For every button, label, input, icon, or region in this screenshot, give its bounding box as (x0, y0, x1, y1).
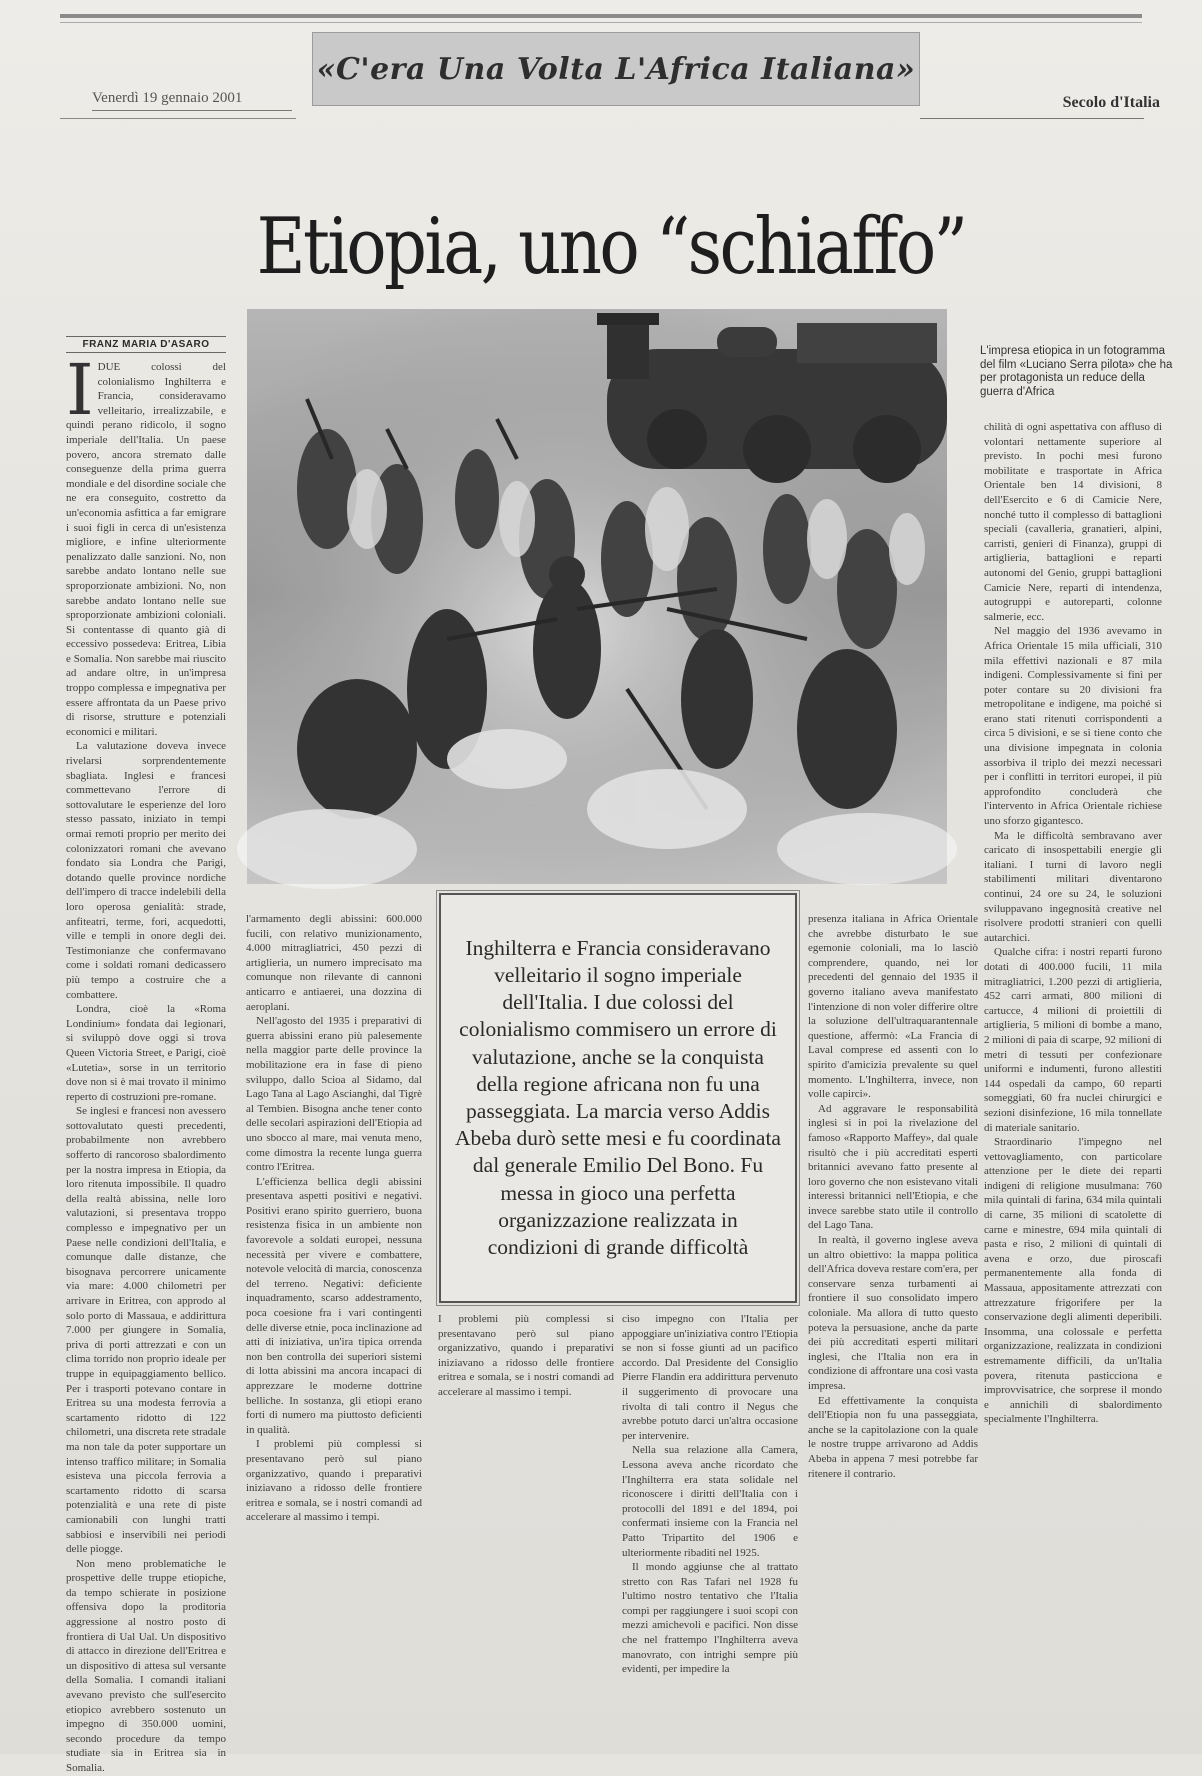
issue-date: Venerdì 19 gennaio 2001 (92, 90, 292, 111)
text-column-1 (66, 349, 226, 1774)
paragraph: presenza italiana in Africa Orientale che avrebbe disturbato le sue egemonie coloniali, ma lo lasciò comprendere, quando, nei lor precedenti del gennaio del 1935 il governo italiano aveva manifestato l'intenzione di non voler differire oltre la soluzione dell'ultraquarantennale questione, affermò: «La Francia di Laval comprese ed assentì con lo spirito d'amicizia prevalente su quel momento. L'Inghilterra, invece, non volle capirci». (808, 913, 978, 1101)
paragraph: Il mondo aggiunse che al trattato stretto con Ras Tafari nel 1928 fu l'ultimo nostro tentativo che l'Italia compì per raggiungere i suoi scopi con mezzi amichevoli e pacifici. Non disse che nel frattempo l'Inghilterra aveva manovrato, con intrighi sempre più evidenti, per impedire la (622, 1561, 798, 1676)
paragraph: L'efficienza bellica degli abissini presentava aspetti positivi e negativi. Positivi erano spirito guerriero, buona resistenza fisica in un ambiente non favorevole a soldati europei, nessuna necessità per vivere e combattere, notevole velocità di marcia, conoscenza del terreno. Negativi: deficiente inquadramento, scarso addestramento, poca coesione fra i vari contingenti delle diverse etnie, poca inclinazione ad atti di iniziativa, un'ira tipica orrenda non ben controlla dei superiori sistemi di lotta abissini ma ancora incapaci di apprezzare le moderne dottrine belliche. In sostanza, gli etiopi erano forti di numero ma piuttosto deficienti in qualità. (246, 1175, 422, 1436)
paragraph: Qualche cifra: i nostri reparti furono dotati di 400.000 fucili, 11 mila mitragliatrici, 1.200 pezzi di artiglieria, 452 carri armati, 800 milioni di cartucce, 4 milioni di proiettili di artiglieria, 5 milioni di bombe a mano, 2 milioni di paia di scarpe, 92 milioni di metri di tessuti per confezionare uniformi e indumenti, furono allestiti 144 ospedali da campo, 60 reparti someggiati, 60 fra nuclei chirurgici e sezioni disinfezione, 16 mila tonnellate di materiale sanitario. (984, 946, 1162, 1134)
paragraph: Ma le difficoltà sembravano aver caricato di insospettabili energie gli italiani. I turni di lavoro negli stabilimenti militari diventarono continui, 24 ore su 24, le soluzioni sviluppavano ingegnosità creative nel risolvere prodotti stranieri con quelli autarchici. (984, 829, 1162, 944)
paragraph: I problemi più complessi si presentavano però sul piano organizzativo, quando i preparativi iniziavano a ridosso delle frontiere eritrea e somala, se i nostri comandi ad accelerare al massimo i tempi. (246, 1438, 422, 1524)
paragraph: chilità di ogni aspettativa con affluso di volontari nettamente superiore al previsto. In pochi mesi furono mobilitate e trasportate in Africa Orientale ben 14 divisioni, 8 dell'Esercito e 6 di Camicie Nere, nonché tutto il complesso di battaglioni speciali (cavalleria, granatieri, alpini, carristi, genieri di Finanza), gruppi di artiglieria, battaglioni e reparti autonomi del Genio, gruppi battaglioni Camicie Nere, reparti di intendenza, autogruppi e autoreparti, colonne salmerie, ecc. (984, 421, 1162, 623)
paragraph: Ad aggravare le responsabilità inglesi si in poi la rivelazione del famoso «Rapporto Maffey», dal quale risultò che i più accreditati esperti britannici avevano fatto presente al loro governo che non esistevano vitali interessi britannici nell'Etiopia, e che invece sarebbe stato utile il controllo del Lago Tana. (808, 1102, 978, 1232)
paragraph: Nell'agosto del 1935 i preparativi di guerra abissini erano più palesemente nella maggior parte delle province la mobilitazione era in fase di pieno sviluppo, dallo Scioa al Sidamo, dal Lago Tana al Lago Ascianghi, dal Tigrè al Tembien. Bisogna anche tener conto delle secolari aspirazioni dell'Etiopia ad uno sbocco al mare, mai venuta meno, come dimostra la recente lunga guerra contro l'Eritrea. (246, 1015, 422, 1174)
paragraph: Se inglesi e francesi non avessero sottovalutato questi precedenti, probabilmente non avrebbero sofferto di rancoroso sbalordimento per la nostra impresa in Etiopia, da loro ritenuta impossibile. Il quadro della realtà abissina, nelle loro valutazioni, si presentava troppo complesso e impegnativo per un Paese nelle condizioni dell'Italia, e comunque dalle distanze, che bisognava percorrere unicamente via mare: 4.000 chilometri per arrivare in Eritrea, con approdo al solo porto di Massaua, e addirittura 7.000 per giungere in Somalia, priva di porti attrezzati e con un clima torrido non proprio ideale per truppe in equipaggiamento bellico. Per i trasporti potevano contare in Eritrea su una modesta ferrovia a scartamento ridotto di 122 chilometri, una discreta rete stradale ma non tale da poter supportare un intenso traffico militare; in Somalia esisteva una piccola ferrovia a scartamento ridotto di scarsa potenzialità e una rete di piste camionabili con lunghi tratti sabbiosi e inservibili nei periodi delle piogge. (66, 1105, 226, 1556)
date-rule (60, 118, 296, 119)
article-headline: Etiopia, uno “schiaffo” (256, 202, 966, 293)
top-rule-thin (60, 22, 1142, 23)
photo-caption: L'impresa etiopica in un fotogramma del film «Luciano Serra pilota» che ha per protagonista un reduce della guerra d'Africa (980, 345, 1173, 398)
byline: FRANZ MARIA D'ASARO (66, 336, 226, 353)
paragraph: DUE colossi del colonialismo Inghilterra e Francia, consideravamo velleitario, irrealizzabile, e quindi perano ridicolo, il sogno imperiale dell'Italia. Un paese povero, ancora stremato dalle conseguenze della prima guerra mondiale e del disordine sociale che ne era conseguito, costretto da un'economia asfittica a far emigrare i suoi figli in cerca di un'esistenza migliore, e infine ulteriormente penalizzato dalle sanzioni. No, non sarebbe andato lontano nelle sue sproporzionate ambizioni. No, non sarebbe andato lontano nelle sue sproporzionate ambizioni coloniali. Si contentasse di quanto già di eccessivo possedeva: Eritrea, Libia e Somalia. Non sarebbe mai riuscito ad andare oltre, in un'impresa troppo complessa e impegnativa per essere affrontata da un Paese privo di risorse, strutture e potenziali economici e militari. (66, 361, 226, 738)
text-column-2 (246, 912, 422, 1732)
paragraph: In realtà, il governo inglese aveva un altro obiettivo: la mappa politica dell'Africa doveva restare com'era, per conservare senza turbamenti ai frontiere il suo consolidato impero coloniale. Ma allora di tutto questo poteva la persuasione, anche da parte dei più accreditati esperti militari inglesi, che l'Italia non era in condizione di affrontare una così vasta impresa. (808, 1234, 978, 1392)
paragraph: l'armamento degli abissini: 600.000 fucili, con relativo munizionamento, 4.000 mitragliatrici, 450 pezzi di artiglieria, un numero imprecisato ma comunque non rilevante di cannoni anticarro e antiaerei, una dozzina di aeroplani. (246, 913, 422, 1013)
paragraph: I problemi più complessi si presentavano però sul piano organizzativo, quando i preparativi iniziavano a ridosso delle frontiere eritrea e somala, se i nostri comandi ad accelerare al massimo i tempi. (438, 1313, 614, 1398)
paragraph: Nella sua relazione alla Camera, Lessona aveva anche ricordato che l'Inghilterra era stata solidale nel riconoscere i diritti dell'Italia con i protocolli del 1891 e del 1894, poi confermati insieme con la Francia nel Patto Tripartito del 1906 e ulteriormente ribaditi nel 1925. (622, 1444, 798, 1559)
paragraph: Straordinario l'impegno nel vettovagliamento, con particolare attenzione per le diete dei reparti indigeni di religione musulmana: 760 mila quintali di farina, 634 mila quintali di carne, 35 milioni di scatolette di carne e minestre, 694 mila quintali di pasta e riso, 2 milioni di quintali di avena e orzo, due piroscafi permanentemente alla fonda di Massaua, appositamente attrezzati con attrezzature frigorifere per la conservazione degli alimenti deperibili. Insomma, una colossale e perfetta organizzazione, realizzata in condizioni estremamente difficili, da un'Italia povera, ritenuta pasticciona e improvvisatrice, che sorprese il mondo e annichilì di sbalordimento specialmente l'Inghilterra. (984, 1136, 1162, 1426)
top-rule (60, 14, 1142, 18)
pull-quote-box (439, 893, 797, 1303)
text-column-5 (984, 420, 1162, 1732)
text-column-3b (622, 1312, 798, 1732)
paragraph: La valutazione doveva invece rivelarsi sorprendentemente sbagliata. Inglesi e francesi commettevano l'errore di sottovalutare le esperienze del loro stesso passato, iniziato in tempi ormai remoti proprio per merito dei colonizzatori romani che avevano fondato sia Londra che Parigi, dotando quelle province nordiche dell'impero di tracce indelebili della loro operosa genialità: strade, anfiteatri, terme, fori, acquedotti, ville e templi in onore degli dei. Testimonianze che confermavano come i soldati romani dedicassero più tempo a costruire che a combattere. (66, 740, 226, 1001)
drop-cap: I (66, 349, 94, 431)
paragraph: Non meno problematiche le prospettive delle truppe etiopiche, da tempo schierate in posizione offensiva dopo la proditoria aggressione al nostro posto di frontiera di Ual Ual. Un dispositivo di attacco in direzione dell'Eritrea e un dispositivo di attesa sul versante della Somalia. I comandi italiani avevano previsto che sull'esercito etiopico avrebbero sostenuto un impegno di 350.000 uomini, secondo procedure da tempo studiate sia in Eritrea sia in Somalia. (66, 1557, 226, 1774)
paragraph: Ed effettivamente la conquista dell'Etiopia non fu una passeggiata, anche se la capitolazione con la quale le nostre truppe arrivarono ad Addis Abeba in appena 7 mesi potrebbe far ritenere il contrario. (808, 1394, 978, 1480)
battle-scene-illustration (247, 309, 947, 884)
text-column-4 (808, 912, 978, 1732)
paragraph: ciso impegno con l'Italia per appoggiare un'iniziativa contro l'Etiopia se non si fosse giunti ad un pacifico accordo. Dal Presidente del Consiglio Pierre Flandin era addirittura pervenuto il suggerimento di provocare una rivolta di tali contro il Negus che avrebbe potuto darci un'altra occasione per intervenire. (622, 1313, 798, 1442)
paragraph: Nel maggio del 1936 avevamo in Africa Orientale 15 mila ufficiali, 310 mila effettivi nazionali e 87 mila indigeni. Complessivamente si finì per poter contare su 20 divisioni fra metropolitane e indigene, ma poiché si erano stati ritenuti corrispondenti a circa 5 divisioni, e se si tiene conto che una divisione impegnata in colonia assorbiva il triplo dei mezzi necessari per i conflitti in territori europei, il più approfondito concluderà che l'intervento in Africa Orientale richiese uno sforzo gigantesco. (984, 625, 1162, 828)
pull-quote-text: Inghilterra e Francia consideravano velleitario il sogno imperiale dell'Italia. I due colossi del colonialismo commisero un errore di valutazione, anche se la conquista della regione africana non fu una passeggiata. La marcia verso Addis Abeba durò sette mesi e fu coordinata dal generale Emilio Del Bono. Fu messa in gioco una perfetta organizzazione realizzata in condizioni di grande difficoltà (455, 935, 781, 1260)
paper-rule (920, 118, 1144, 119)
series-banner-text: «C'era Una Volta L'Africa Italiana» (316, 51, 916, 87)
newspaper-name: Secolo d'Italia (1062, 94, 1160, 111)
text-column-3a (438, 1312, 614, 1732)
film-still-photo (247, 309, 947, 884)
paragraph: Londra, cioè la «Roma Londinium» fondata dai legionari, si sviluppò dove oggi si trova Queen Victoria Street, e Parigi, cioè «Lutetia», sorse in un territorio dove non si è mai trovato il minimo reperto di costruzioni pre-romane. (66, 1003, 226, 1103)
series-banner (312, 32, 920, 106)
